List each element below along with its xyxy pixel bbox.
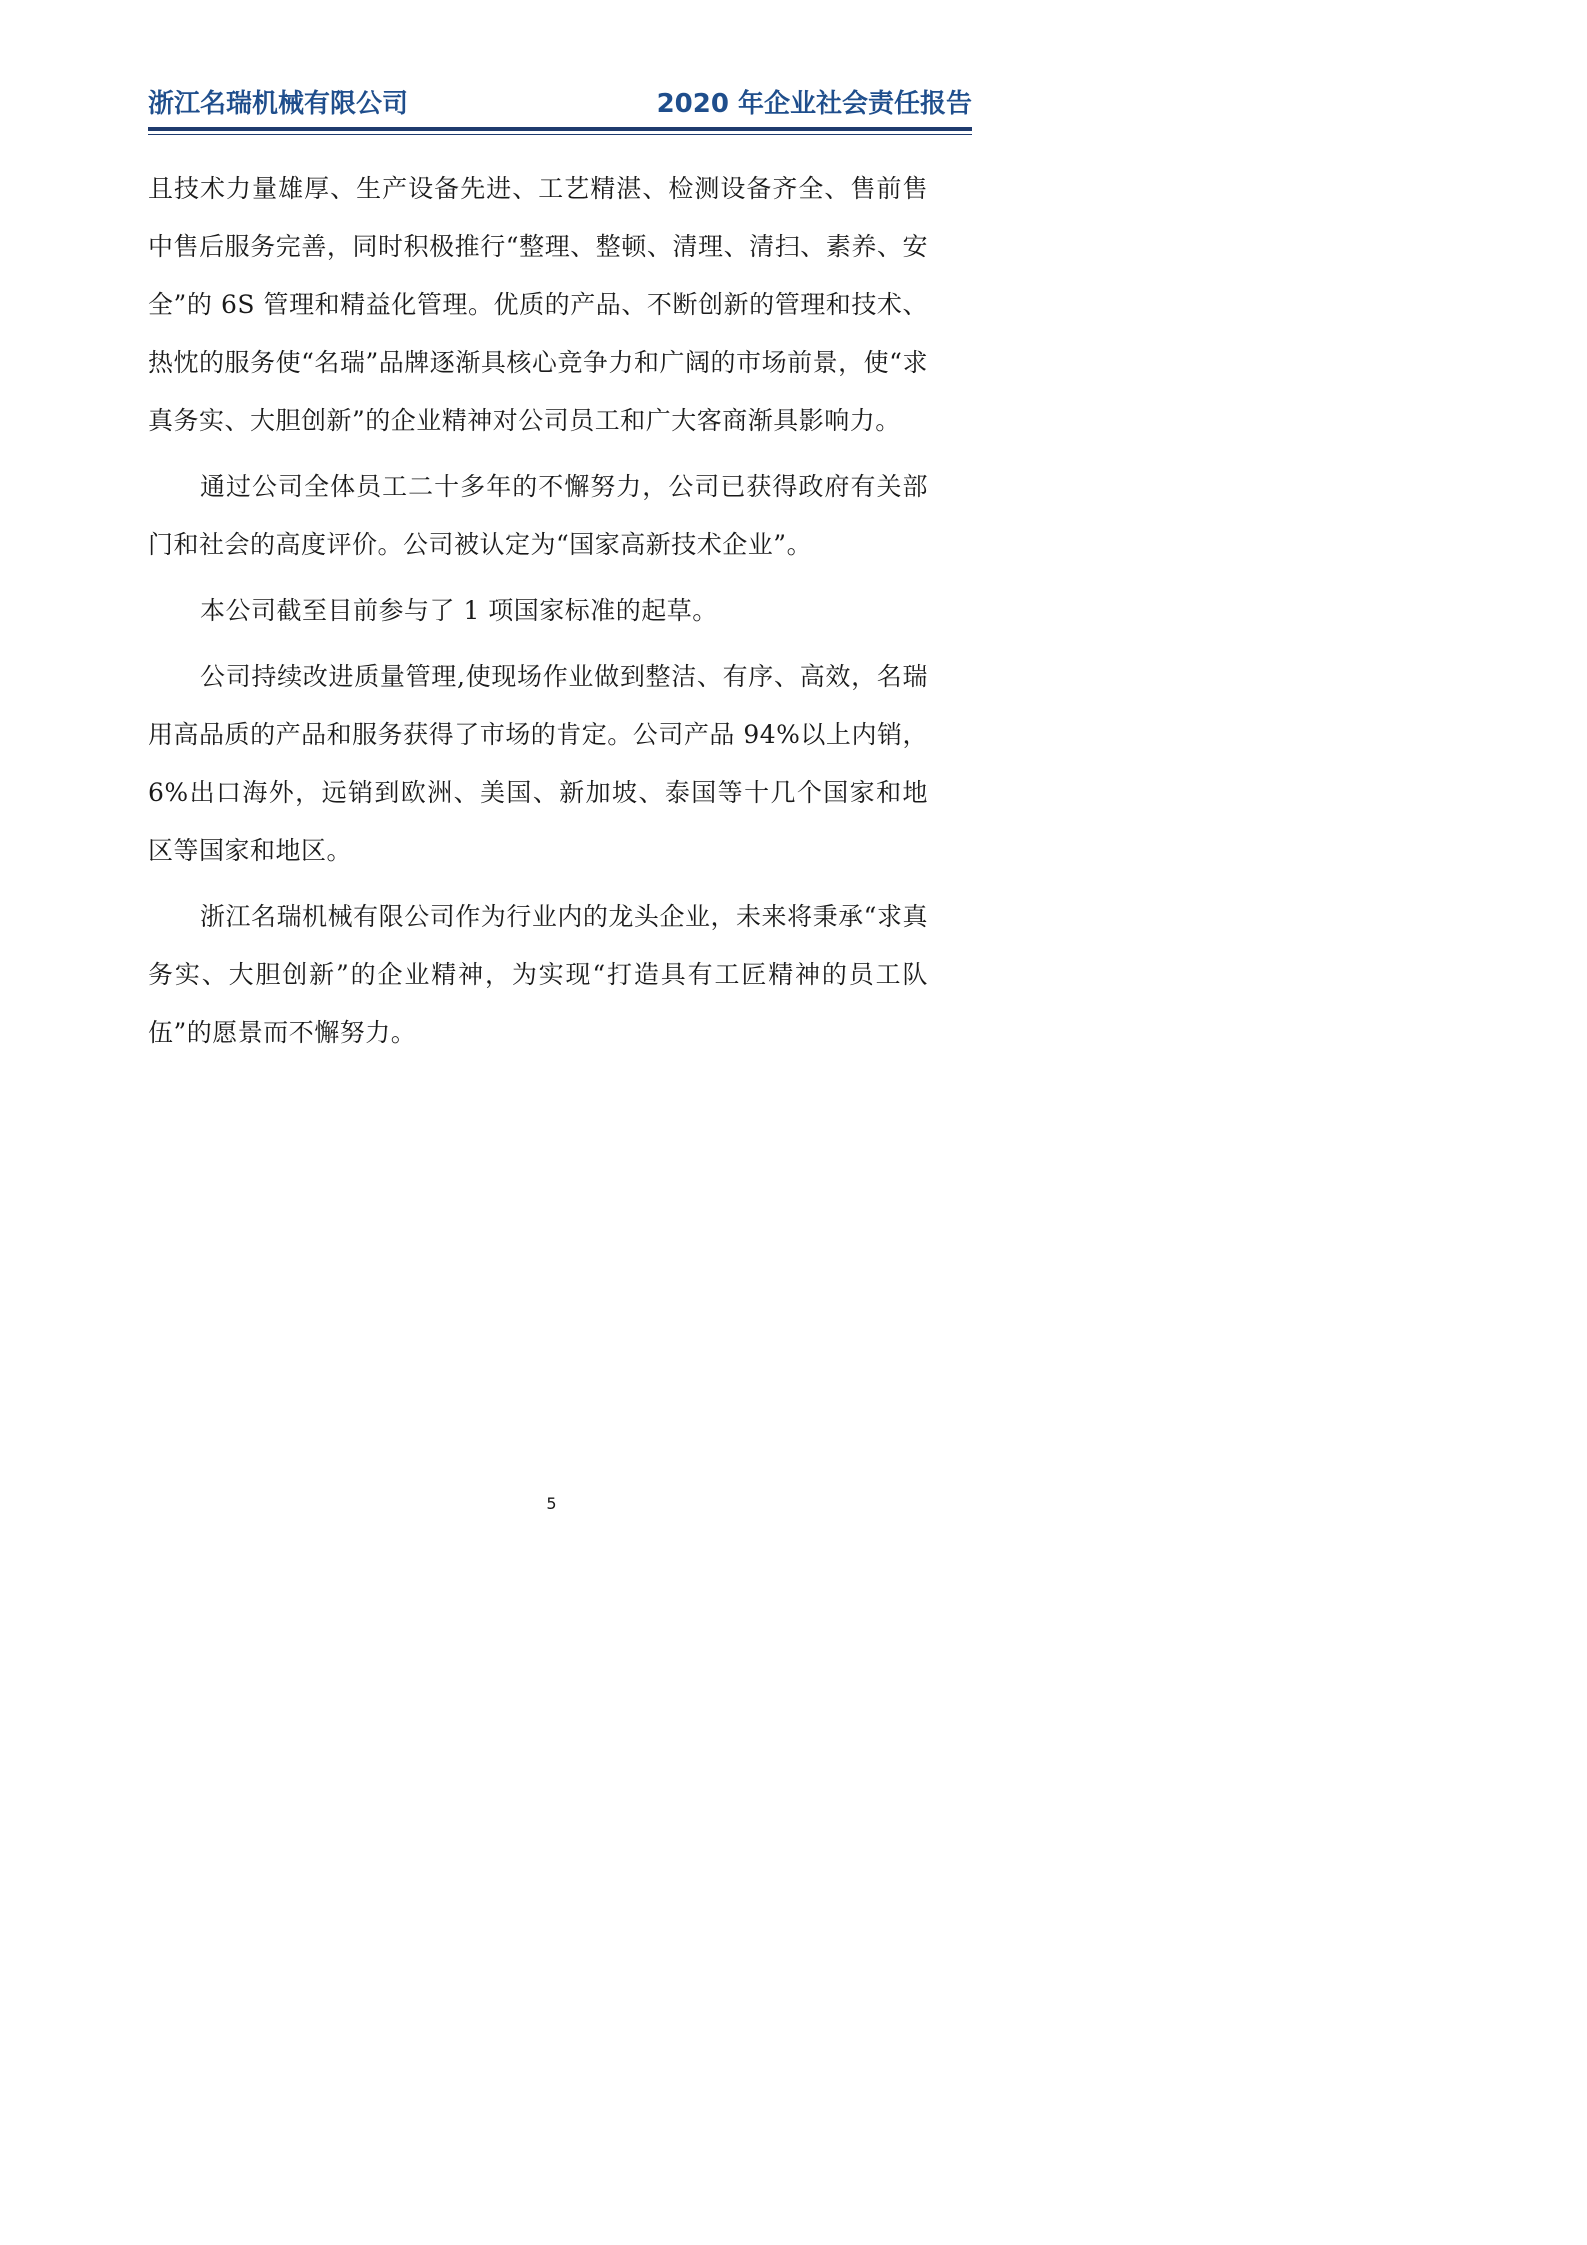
report-title: 2020 年企业社会责任报告: [656, 89, 972, 119]
company-name: 浙江名瑞机械有限公司: [148, 89, 409, 119]
paragraph-quality: 公司持续改进质量管理,使现场作业做到整洁、有序、高效，名瑞用高品质的产品和服务获得了市场的肯定。公司产品 94%以上内销，6%出口海外，远销到欧洲、美国、新加坡、泰国等十几个国家和地区等国家和地区。: [148, 662, 928, 865]
paragraph-continuation: 且技术力量雄厚、生产设备先进、工艺精湛、检测设备齐全、售前售中售后服务完善，同时积极推行“整理、整顿、清理、清扫、素养、安全”的 6S 管理和精益化管理。优质的产品、不断创新的管理和技术、热忱的服务使“名瑞”品牌逐渐具核心竞争力和广阔的市场前景，使“求真务实、大胆创新”的企业精神对公司员工和广大客商渐具影响力。: [148, 174, 928, 435]
header-divider-thin: [148, 134, 972, 135]
paragraph-vision: 浙江名瑞机械有限公司作为行业内的龙头企业，未来将秉承“求真务实、大胆创新”的企业精神，为实现“打造具有工匠精神的员工队伍”的愿景而不懈努力。: [148, 902, 928, 1047]
header-divider-thick: [148, 127, 972, 131]
paragraph-recognition: 通过公司全体员工二十多年的不懈努力，公司已获得政府有关部门和社会的高度评价。公司被认定为“国家高新技术企业”。: [148, 472, 928, 559]
page-header: [148, 84, 972, 124]
paragraph-standards: 本公司截至目前参与了 1 项国家标准的起草。: [200, 596, 718, 625]
page-number: 5: [546, 1494, 557, 1513]
body-text: [148, 160, 928, 1062]
